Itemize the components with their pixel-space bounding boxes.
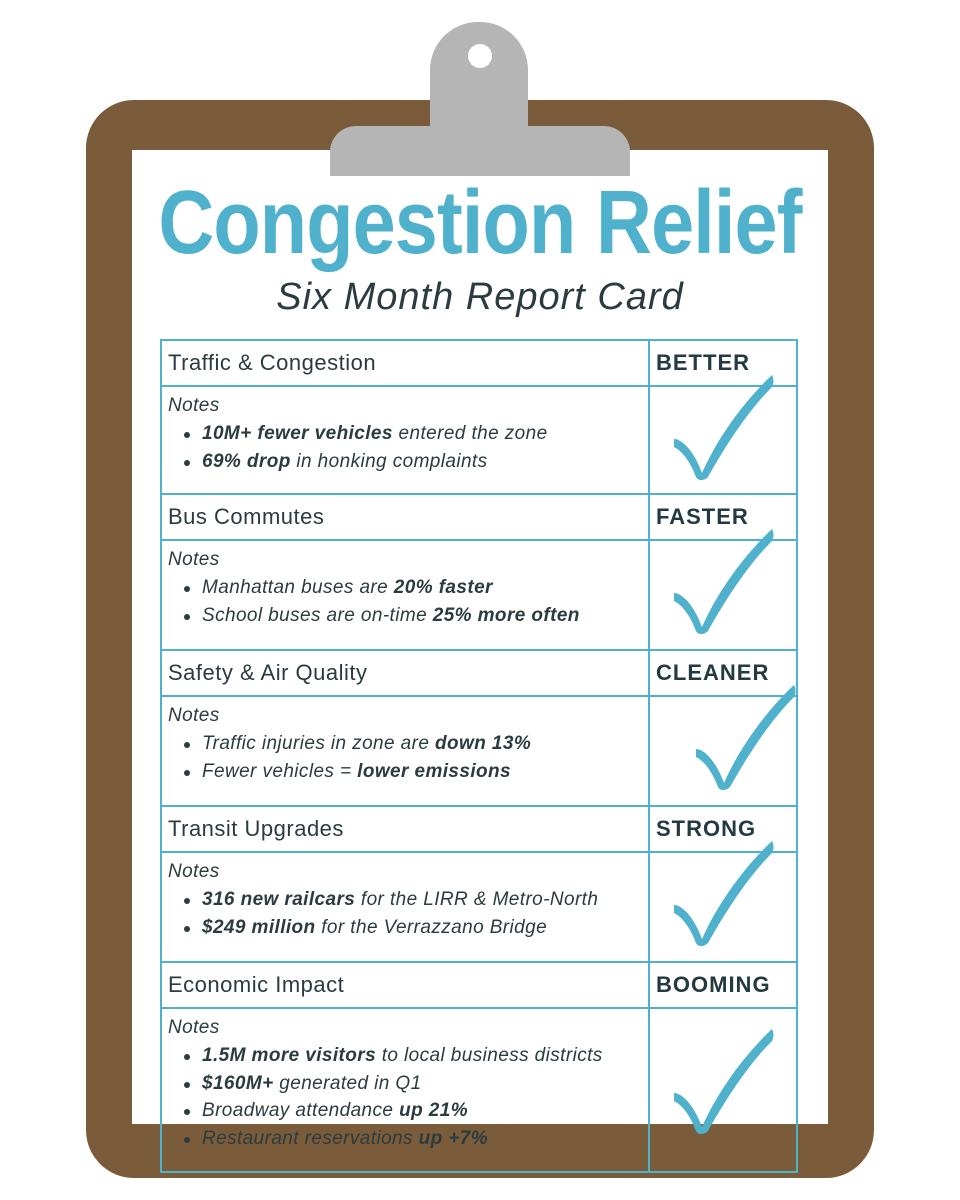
grade-label: BETTER [649, 340, 797, 386]
note-highlight: 69% drop [202, 450, 291, 472]
category-label: Bus Commutes [161, 494, 649, 540]
category-label: Transit Upgrades [161, 806, 649, 852]
notes-cell [161, 696, 649, 806]
grade-label: STRONG [649, 806, 797, 852]
notes-row [161, 1008, 797, 1172]
note-highlight: $249 million [202, 916, 316, 938]
notes-label: Notes [168, 1017, 220, 1038]
note-highlight: $160M+ [202, 1072, 274, 1094]
check-cell [649, 540, 797, 650]
notes-row [161, 696, 797, 806]
notes-cell [161, 386, 649, 494]
note-text: Manhattan buses are [202, 577, 394, 598]
note-text: Traffic injuries in zone are [202, 733, 436, 754]
notes-list [168, 574, 642, 629]
page-title: Congestion Relief [158, 173, 802, 273]
notes-label: Notes [168, 861, 220, 882]
note-text: entered the zone [392, 423, 548, 444]
note-highlight: up 21% [399, 1100, 468, 1121]
notes-list [168, 730, 642, 785]
note-item [196, 602, 642, 630]
grade-label: FASTER [649, 494, 797, 540]
check-cell [649, 386, 797, 494]
check-cell [649, 852, 797, 962]
notes-cell [161, 852, 649, 962]
note-highlight: 20% faster [393, 577, 493, 598]
note-text: to local business districts [376, 1045, 603, 1066]
check-cell [649, 696, 797, 806]
note-item [196, 448, 642, 476]
note-text: Restaurant reservations [202, 1127, 419, 1149]
note-highlight: up +7% [418, 1127, 489, 1149]
note-item [196, 574, 642, 602]
note-highlight: 25% more often [432, 604, 580, 626]
checkmark-icon [668, 367, 778, 477]
notes-row [161, 386, 797, 494]
checkmark-icon [668, 833, 778, 943]
category-row [161, 962, 797, 1008]
note-text: School buses are on-time [202, 604, 433, 626]
grade-label: CLEANER [649, 650, 797, 696]
note-text: in honking complaints [290, 450, 488, 472]
notes-label: Notes [168, 705, 220, 726]
checkmark-icon [690, 677, 800, 787]
note-highlight: down 13% [435, 733, 532, 754]
note-item [196, 914, 642, 942]
checkmark-icon [668, 521, 778, 631]
note-item [196, 1070, 642, 1098]
note-item [196, 886, 642, 914]
note-item [196, 730, 642, 758]
notes-cell [161, 1008, 649, 1172]
notes-row [161, 852, 797, 962]
note-text: Broadway attendance [202, 1100, 400, 1121]
note-text: Fewer vehicles = [202, 760, 358, 782]
clip-hole [468, 44, 492, 68]
note-item [196, 1097, 642, 1125]
note-text: for the Verrazzano Bridge [315, 916, 548, 938]
note-highlight: 1.5M more visitors [202, 1045, 377, 1066]
note-text: for the LIRR & Metro-North [355, 889, 599, 910]
checkmark-icon [668, 1021, 778, 1131]
clip-base [330, 126, 630, 176]
notes-row [161, 540, 797, 650]
report-card-table [160, 339, 798, 1173]
category-label: Safety & Air Quality [161, 650, 649, 696]
note-item [196, 1125, 642, 1153]
notes-list [168, 886, 642, 941]
note-item [196, 1042, 642, 1070]
note-highlight: lower emissions [357, 760, 512, 782]
note-item [196, 420, 642, 448]
check-cell [649, 1008, 797, 1172]
notes-list [168, 1042, 642, 1152]
note-text: generated in Q1 [273, 1072, 422, 1094]
notes-label: Notes [168, 549, 220, 570]
notes-label: Notes [168, 395, 220, 416]
notes-cell [161, 540, 649, 650]
grade-label: BOOMING [649, 962, 797, 1008]
notes-list [168, 420, 642, 475]
clip-top [430, 22, 528, 142]
note-highlight: 10M+ fewer vehicles [202, 423, 393, 444]
category-label: Traffic & Congestion [161, 340, 649, 386]
category-label: Economic Impact [161, 962, 649, 1008]
note-highlight: 316 new railcars [202, 889, 356, 910]
note-item [196, 758, 642, 786]
page-subtitle: Six Month Report Card [276, 276, 684, 318]
